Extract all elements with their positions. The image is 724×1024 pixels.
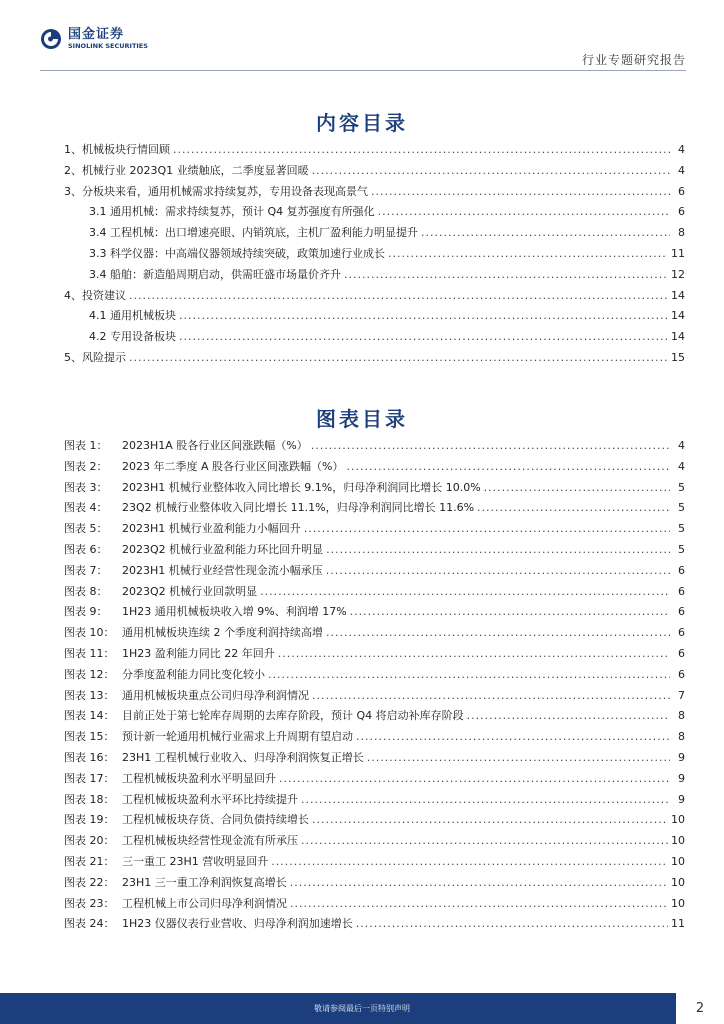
dot-leader bbox=[179, 330, 668, 343]
figure-entry[interactable] bbox=[64, 749, 685, 770]
dot-leader bbox=[356, 730, 670, 743]
footer-disclaimer: 敬请参阅最后一页特别声明 bbox=[314, 1004, 410, 1013]
dot-leader bbox=[388, 247, 668, 260]
dot-leader bbox=[179, 309, 668, 322]
page-header bbox=[0, 0, 724, 67]
toc-entry-label: 5、风险提示 bbox=[64, 350, 126, 364]
toc-entry-label: 3.4 工程机械：出口增速亮眼、内销筑底，主机厂盈利能力明显提升 bbox=[89, 226, 418, 240]
figure-entry-number: 图表 21： bbox=[64, 854, 115, 868]
dot-leader bbox=[326, 543, 670, 556]
table-of-contents bbox=[64, 141, 685, 370]
toc-entry-page: 6 bbox=[678, 184, 685, 198]
figure-entry-title: 1H23 仪器仪表行业营收、归母净利润加速增长 bbox=[122, 917, 353, 931]
dot-leader bbox=[260, 585, 670, 598]
dot-leader bbox=[290, 876, 668, 889]
toc-entry-page: 12 bbox=[671, 267, 685, 281]
dot-leader bbox=[312, 164, 670, 177]
toc-entry[interactable] bbox=[64, 224, 685, 245]
figure-entry[interactable] bbox=[64, 915, 685, 936]
figure-entry-title: 工程机械板块经营性现金流有所承压 bbox=[122, 834, 298, 848]
toc-entry-page: 14 bbox=[671, 288, 685, 302]
figure-entry-number: 图表 10： bbox=[64, 626, 115, 640]
toc-entry[interactable] bbox=[64, 162, 685, 183]
figure-entry-number: 图表 8： bbox=[64, 584, 108, 598]
figure-entry[interactable] bbox=[64, 645, 685, 666]
figure-entry-title: 1H23 盈利能力同比 22 年回升 bbox=[122, 646, 275, 660]
page-footer bbox=[0, 993, 724, 1024]
figure-entry-page: 10 bbox=[671, 834, 685, 848]
figure-entry-page: 9 bbox=[678, 750, 685, 764]
figure-entry-title: 工程机械上市公司归母净利润情况 bbox=[122, 896, 287, 910]
figure-entry-title: 2023H1 机械行业整体收入同比增长 9.1%，归母净利润同比增长 10.0% bbox=[122, 480, 481, 494]
figure-entry-page: 10 bbox=[671, 875, 685, 889]
figure-entry-number: 图表 5： bbox=[64, 522, 108, 536]
figures-title: 图表目录 bbox=[316, 407, 408, 431]
figure-entry-page: 9 bbox=[678, 771, 685, 785]
dot-leader bbox=[326, 564, 670, 577]
toc-entry-label: 3.1 通用机械：需求持续复苏，预计 Q4 复苏强度有所强化 bbox=[89, 205, 375, 219]
figure-entry-number: 图表 7： bbox=[64, 563, 108, 577]
figure-entry[interactable] bbox=[64, 791, 685, 812]
figure-entry-title: 通用机械板块连续 2 个季度利润持续高增 bbox=[122, 626, 323, 640]
figure-entry-page: 8 bbox=[678, 730, 685, 744]
figure-entry-title: 2023H1 机械行业经营性现金流小幅承压 bbox=[122, 563, 323, 577]
figure-entry-page: 4 bbox=[678, 439, 685, 452]
figure-entry[interactable] bbox=[64, 707, 685, 728]
figure-entry-page: 5 bbox=[678, 542, 685, 556]
figure-entry-number: 图表 20： bbox=[64, 834, 115, 848]
figure-entry[interactable] bbox=[64, 562, 685, 583]
figure-entry-title: 三一重工 23H1 营收明显回升 bbox=[122, 854, 269, 868]
dot-leader bbox=[173, 143, 670, 156]
dot-leader bbox=[346, 460, 670, 473]
figure-entry[interactable] bbox=[64, 583, 685, 604]
figure-entry[interactable] bbox=[64, 520, 685, 541]
toc-entry-page: 6 bbox=[678, 205, 685, 219]
figure-entry[interactable] bbox=[64, 832, 685, 853]
toc-entry-page: 4 bbox=[678, 143, 685, 156]
toc-entry-page: 14 bbox=[671, 309, 685, 323]
dot-leader bbox=[129, 351, 668, 364]
figure-entry-number: 图表 3： bbox=[64, 480, 108, 494]
figure-entry[interactable] bbox=[64, 499, 685, 520]
figure-entry-page: 6 bbox=[678, 605, 685, 619]
header-divider bbox=[40, 70, 686, 71]
figure-entry-page: 10 bbox=[671, 854, 685, 868]
figure-entry-title: 工程机械板块盈利水平明显回升 bbox=[122, 771, 276, 785]
figure-entry[interactable] bbox=[64, 853, 685, 874]
figure-entry-title: 工程机械板块盈利水平环比持续提升 bbox=[122, 792, 298, 806]
toc-entry-page: 15 bbox=[671, 350, 685, 364]
figure-entry-page: 6 bbox=[678, 667, 685, 681]
figure-entry-page: 4 bbox=[678, 459, 685, 473]
figure-entry-page: 7 bbox=[678, 688, 685, 702]
figure-entry-number: 图表 19： bbox=[64, 813, 115, 827]
figure-entry-page: 5 bbox=[678, 501, 685, 515]
toc-entry-label: 4、投资建议 bbox=[64, 288, 126, 302]
dot-leader bbox=[301, 793, 670, 806]
toc-entry[interactable] bbox=[64, 287, 685, 308]
figure-entry-number: 图表 2： bbox=[64, 459, 108, 473]
figure-entry-number: 图表 13： bbox=[64, 688, 115, 702]
figure-entry-number: 图表 12： bbox=[64, 667, 115, 681]
dot-leader bbox=[378, 205, 670, 218]
dot-leader bbox=[477, 501, 670, 514]
figure-entry[interactable] bbox=[64, 603, 685, 624]
toc-entry[interactable] bbox=[64, 203, 685, 224]
dot-leader bbox=[326, 626, 670, 639]
dot-leader bbox=[301, 834, 668, 847]
figure-entry-title: 23H1 工程机械行业收入、归母净利润恢复正增长 bbox=[122, 750, 364, 764]
figure-entry-title: 2023H1 机械行业盈利能力小幅回升 bbox=[122, 522, 301, 536]
figure-entry-title: 2023H1A 股各行业区间涨跌幅（%） bbox=[122, 439, 308, 452]
figure-entry-title: 预计新一轮通用机械行业需求上升周期有望启动 bbox=[122, 730, 353, 744]
toc-entry-label: 2、机械行业 2023Q1 业绩触底，二季度显著回暖 bbox=[64, 163, 309, 177]
dot-leader bbox=[350, 605, 670, 618]
dot-leader bbox=[467, 709, 670, 722]
dot-leader bbox=[311, 439, 670, 452]
figure-entry-number: 图表 6： bbox=[64, 542, 108, 556]
figure-entry-page: 6 bbox=[678, 646, 685, 660]
figure-entry-title: 2023 年二季度 A 股各行业区间涨跌幅（%） bbox=[122, 459, 344, 473]
toc-entry[interactable] bbox=[64, 141, 685, 162]
figure-entry[interactable] bbox=[64, 770, 685, 791]
figure-entry-page: 10 bbox=[671, 896, 685, 910]
contents-title: 内容目录 bbox=[316, 111, 408, 135]
figure-entry[interactable] bbox=[64, 811, 685, 832]
figure-entry[interactable] bbox=[64, 624, 685, 645]
figure-entry-title: 分季度盈利能力同比变化较小 bbox=[122, 667, 265, 681]
dot-leader bbox=[421, 226, 670, 239]
toc-entry-label: 1、机械板块行情回顾 bbox=[64, 143, 170, 156]
company-logo bbox=[40, 28, 148, 50]
figure-entry[interactable] bbox=[64, 666, 685, 687]
figure-entry-title: 通用机械板块重点公司归母净利润情况 bbox=[122, 688, 309, 702]
figure-entry-number: 图表 4： bbox=[64, 501, 108, 515]
toc-entry-page: 14 bbox=[671, 330, 685, 344]
figure-entry-title: 1H23 通用机械板块收入增 9%、利润增 17% bbox=[122, 605, 347, 619]
figure-entry[interactable] bbox=[64, 479, 685, 500]
toc-entry-label: 4.2 专用设备板块 bbox=[89, 330, 176, 344]
dot-leader bbox=[279, 772, 670, 785]
toc-entry-page: 8 bbox=[678, 226, 685, 240]
figure-entry-title: 23H1 三一重工净利润恢复高增长 bbox=[122, 875, 287, 889]
sinolink-logo-icon bbox=[40, 28, 62, 50]
toc-entry[interactable] bbox=[64, 328, 685, 349]
toc-entry[interactable] bbox=[64, 245, 685, 266]
figure-entry-number: 图表 15： bbox=[64, 730, 115, 744]
logo-chinese-name: 国金证券 bbox=[68, 27, 125, 43]
figure-entry-page: 6 bbox=[678, 563, 685, 577]
dot-leader bbox=[484, 481, 670, 494]
figure-entry-number: 图表 17： bbox=[64, 771, 115, 785]
dot-leader bbox=[304, 522, 670, 535]
toc-entry[interactable] bbox=[64, 266, 685, 287]
toc-entry[interactable] bbox=[64, 307, 685, 328]
figure-list bbox=[64, 437, 685, 936]
figure-entry-number: 图表 1： bbox=[64, 439, 108, 452]
figure-entry-number: 图表 23： bbox=[64, 896, 115, 910]
toc-entry-page: 11 bbox=[671, 246, 685, 260]
figure-entry[interactable] bbox=[64, 728, 685, 749]
figure-entry-page: 11 bbox=[671, 917, 685, 931]
toc-entry-label: 3.4 船舶：新造船周期启动，供需旺盛市场量价齐升 bbox=[89, 267, 341, 281]
figure-entry-page: 6 bbox=[678, 626, 685, 640]
dot-leader bbox=[268, 668, 670, 681]
figure-entry[interactable] bbox=[64, 874, 685, 895]
toc-entry[interactable] bbox=[64, 183, 685, 204]
dot-leader bbox=[312, 689, 670, 702]
dot-leader bbox=[371, 185, 670, 198]
figure-entry-title: 2023Q2 机械行业回款明显 bbox=[122, 584, 258, 598]
figure-entry[interactable] bbox=[64, 895, 685, 916]
dot-leader bbox=[367, 751, 670, 764]
dot-leader bbox=[312, 813, 668, 826]
figure-entry-page: 8 bbox=[678, 709, 685, 723]
figure-entry-number: 图表 18： bbox=[64, 792, 115, 806]
toc-entry-page: 4 bbox=[678, 163, 685, 177]
figure-entry-number: 图表 11： bbox=[64, 646, 115, 660]
figure-entry-number: 图表 16： bbox=[64, 750, 115, 764]
figure-entry-title: 2023Q2 机械行业盈利能力环比回升明显 bbox=[122, 542, 324, 556]
figure-entry-title: 工程机械板块存货、合同负债持续增长 bbox=[122, 813, 309, 827]
figure-entry-page: 9 bbox=[678, 792, 685, 806]
figure-entry-number: 图表 14： bbox=[64, 709, 115, 723]
figure-entry-number: 图表 24： bbox=[64, 917, 115, 931]
figure-entry-page: 5 bbox=[678, 522, 685, 536]
page-number: 2 bbox=[676, 993, 724, 1024]
dot-leader bbox=[129, 289, 668, 302]
toc-entry[interactable] bbox=[64, 349, 685, 370]
figure-entry-page: 10 bbox=[671, 813, 685, 827]
figure-entry-page: 6 bbox=[678, 584, 685, 598]
figure-entry-title: 23Q2 机械行业整体收入同比增长 11.1%，归母净利润同比增长 11.6% bbox=[122, 501, 475, 515]
toc-entry-label: 4.1 通用机械板块 bbox=[89, 309, 176, 323]
figure-entry-number: 图表 22： bbox=[64, 875, 115, 889]
toc-entry-label: 3.3 科学仪器：中高端仪器领域持续突破，政策加速行业成长 bbox=[89, 246, 385, 260]
figure-entry[interactable] bbox=[64, 458, 685, 479]
report-type-label: 行业专题研究报告 bbox=[581, 53, 686, 67]
figure-entry-title: 目前正处于第七轮库存周期的去库存阶段，预计 Q4 将启动补库存阶段 bbox=[122, 709, 464, 723]
figure-entry[interactable] bbox=[64, 437, 685, 458]
toc-entry-label: 3、分板块来看，通用机械需求持续复苏，专用设备表现高景气 bbox=[64, 184, 368, 198]
dot-leader bbox=[344, 268, 668, 281]
figure-entry[interactable] bbox=[64, 687, 685, 708]
dot-leader bbox=[290, 897, 668, 910]
logo-english-name: SINOLINK SECURITIES bbox=[68, 42, 148, 51]
figure-entry[interactable] bbox=[64, 541, 685, 562]
dot-leader bbox=[278, 647, 670, 660]
dot-leader bbox=[271, 855, 668, 868]
figure-entry-page: 5 bbox=[678, 480, 685, 494]
dot-leader bbox=[356, 917, 668, 930]
figure-entry-number: 图表 9： bbox=[64, 605, 108, 619]
